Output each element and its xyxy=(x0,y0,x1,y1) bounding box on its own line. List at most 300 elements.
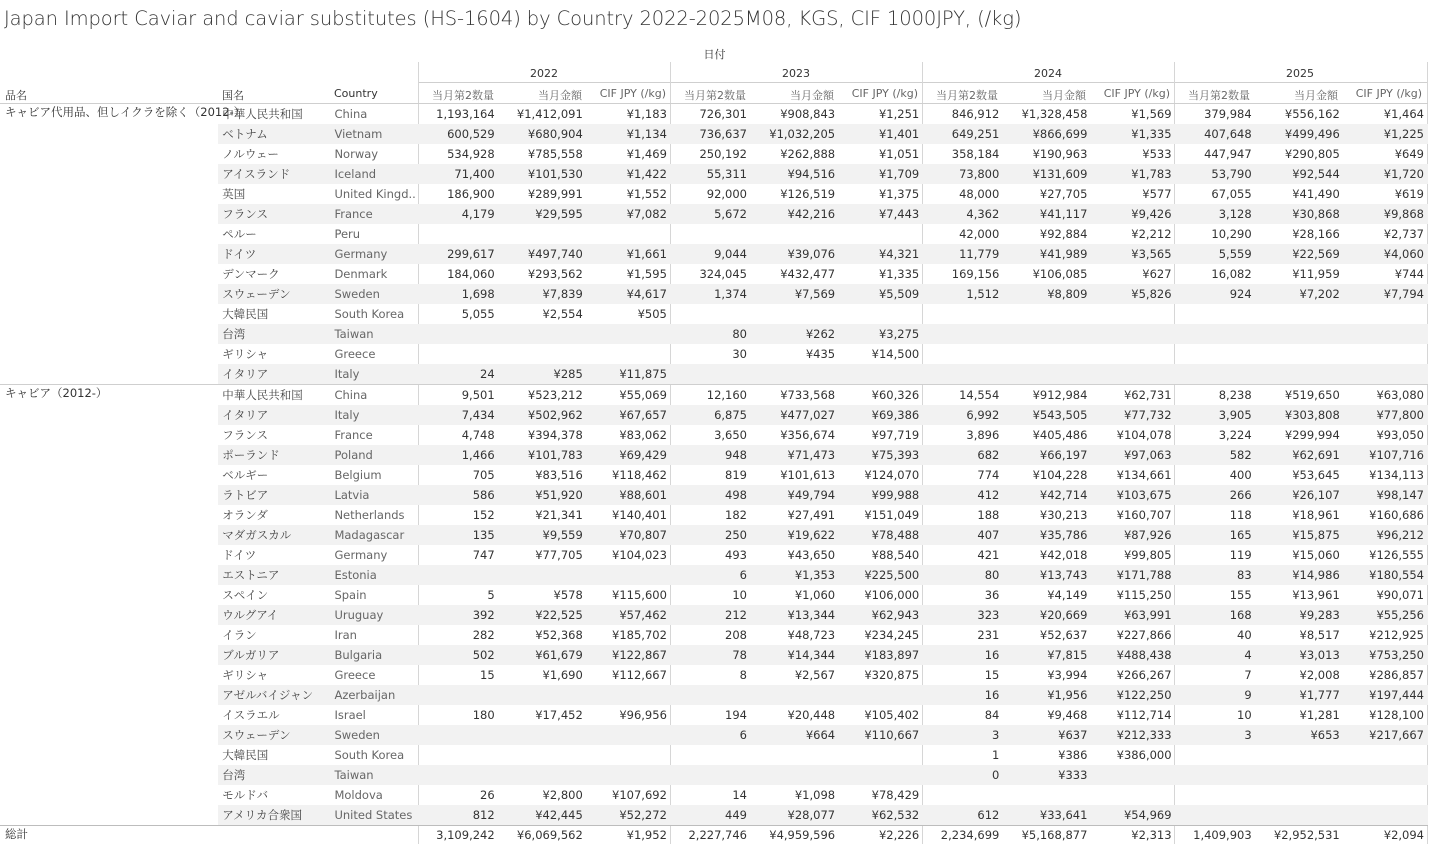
unit-price-cell xyxy=(1091,785,1175,805)
quantity-cell: 392 xyxy=(419,605,499,625)
unit-price-cell: ¥103,675 xyxy=(1091,485,1175,505)
unit-price-cell: ¥52,272 xyxy=(587,805,671,826)
country-en-cell: China xyxy=(330,104,418,125)
amount-cell: ¥62,691 xyxy=(1256,445,1344,465)
unit-price-cell: ¥115,250 xyxy=(1116,588,1172,602)
unit-price-cell: ¥67,657 xyxy=(587,405,671,425)
quantity-cell: 924 xyxy=(1176,284,1256,304)
measure-header: CIF JPY (/kg) xyxy=(1103,87,1170,100)
unit-price-cell: ¥134,113 xyxy=(1369,468,1424,482)
quantity-cell xyxy=(671,224,751,244)
quantity-cell xyxy=(419,765,499,785)
unit-price-cell: ¥744 xyxy=(1394,267,1424,281)
amount-cell: ¥52,637 xyxy=(1039,628,1088,642)
total-amount-cell: ¥2,952,531 xyxy=(1256,826,1344,844)
year-header-2022: 2022 xyxy=(530,67,558,80)
amount-cell xyxy=(751,224,839,244)
amount-cell: ¥33,641 xyxy=(1003,805,1091,826)
amount-cell: ¥502,962 xyxy=(499,405,587,425)
country-en-cell: Poland xyxy=(330,445,418,465)
country-en-cell: Germany xyxy=(334,548,388,562)
page-title: Japan Import Caviar and caviar substitutes (HS-1604) by Country 2022-2025M08, KGS, CIF 1000JPY, (/kg) xyxy=(4,7,1022,30)
country-jp-cell: スウェーデン xyxy=(218,725,330,745)
unit-price-cell: ¥60,326 xyxy=(839,385,923,406)
quantity-cell: 3,905 xyxy=(1176,405,1256,425)
quantity-cell: 600,529 xyxy=(419,124,499,144)
unit-price-cell xyxy=(839,745,923,765)
quantity-cell: 80 xyxy=(671,324,751,344)
country-en-cell: United States xyxy=(330,805,418,826)
amount-cell xyxy=(499,685,587,705)
unit-price-cell: ¥115,600 xyxy=(612,588,667,602)
country-jp-cell: 中華人民共和国 xyxy=(218,385,330,406)
unit-price-cell: ¥1,469 xyxy=(626,147,667,161)
unit-price-cell: ¥104,023 xyxy=(612,548,667,562)
quantity-cell: 1,466 xyxy=(419,445,499,465)
amount-cell: ¥41,490 xyxy=(1292,187,1340,201)
amount-cell xyxy=(499,765,587,785)
quantity-cell: 0 xyxy=(923,765,1003,785)
unit-price-cell: ¥63,080 xyxy=(1344,385,1428,406)
country-jp-cell: エストニア xyxy=(218,565,330,585)
quantity-cell: 421 xyxy=(977,548,1000,562)
amount-cell: ¥2,008 xyxy=(1299,668,1340,682)
amount-cell: ¥66,197 xyxy=(1003,445,1091,465)
amount-cell: ¥405,486 xyxy=(1032,428,1088,442)
unit-price-cell: ¥69,429 xyxy=(587,445,671,465)
unit-price-cell: ¥1,464 xyxy=(1344,104,1428,125)
quantity-cell: 165 xyxy=(1176,525,1256,545)
unit-price-cell xyxy=(1091,344,1175,364)
quantity-cell: 12,160 xyxy=(671,385,751,406)
quantity-cell xyxy=(419,224,499,244)
country-jp-cell: ベトナム xyxy=(218,124,330,144)
amount-cell: ¥290,805 xyxy=(1284,147,1340,161)
total-quantity-cell: 3,109,242 xyxy=(419,826,499,844)
country-jp-cell: フランス xyxy=(222,428,268,442)
amount-cell: ¥866,699 xyxy=(1003,124,1091,144)
amount-cell: ¥51,920 xyxy=(499,485,587,505)
quantity-cell: 6 xyxy=(671,565,751,585)
unit-price-cell: ¥55,069 xyxy=(587,385,671,406)
unit-price-cell: ¥62,731 xyxy=(1091,385,1175,406)
amount-cell: ¥53,645 xyxy=(1292,468,1340,482)
amount-cell: ¥13,344 xyxy=(751,605,839,625)
quantity-cell: 10 xyxy=(1237,708,1252,722)
country-jp-cell: スウェーデン xyxy=(218,284,330,304)
product-name-cell: キャビア（2012-） xyxy=(0,385,218,826)
unit-price-cell: ¥1,783 xyxy=(1091,164,1175,184)
amount-cell: ¥3,013 xyxy=(1256,645,1344,665)
quantity-cell: 16 xyxy=(923,685,1003,705)
quantity-cell: 15 xyxy=(480,668,495,682)
amount-cell xyxy=(1003,304,1091,324)
unit-price-cell xyxy=(1344,324,1428,344)
quantity-cell: 266 xyxy=(1176,485,1256,505)
quantity-cell: 7,434 xyxy=(419,405,499,425)
quantity-cell xyxy=(1176,324,1256,344)
unit-price-cell: ¥151,049 xyxy=(864,508,920,522)
quantity-cell: 282 xyxy=(472,628,495,642)
unit-price-cell: ¥160,707 xyxy=(1116,508,1172,522)
amount-cell: ¥293,562 xyxy=(527,267,583,281)
quantity-cell: 3,128 xyxy=(1176,204,1256,224)
unit-price-cell: ¥212,925 xyxy=(1369,628,1424,642)
amount-cell: ¥637 xyxy=(1003,725,1091,745)
quantity-cell: 184,060 xyxy=(447,267,495,281)
amount-cell: ¥42,714 xyxy=(1003,485,1091,505)
quantity-cell: 188 xyxy=(977,508,1000,522)
unit-price-cell: ¥11,875 xyxy=(587,364,671,385)
quantity-cell xyxy=(1176,805,1256,826)
unit-price-cell: ¥77,800 xyxy=(1344,405,1428,425)
quantity-cell: 3,650 xyxy=(714,428,747,442)
amount-cell: ¥94,516 xyxy=(751,164,839,184)
amount-cell: ¥42,216 xyxy=(751,204,839,224)
unit-price-cell xyxy=(1344,304,1428,324)
quantity-cell: 169,156 xyxy=(951,267,1000,281)
total-amount-cell: ¥5,168,877 xyxy=(1003,826,1091,844)
amount-cell: ¥83,516 xyxy=(535,468,583,482)
amount-cell: ¥131,609 xyxy=(1003,164,1091,184)
quantity-cell: 4,362 xyxy=(923,204,1003,224)
quantity-cell xyxy=(1176,304,1256,324)
unit-price-cell: ¥122,250 xyxy=(1091,685,1175,705)
amount-cell: ¥386 xyxy=(1058,748,1088,762)
unit-price-cell xyxy=(587,344,671,364)
amount-cell: ¥35,786 xyxy=(1003,525,1091,545)
total-unit-price-cell: ¥1,952 xyxy=(587,826,671,844)
unit-price-cell xyxy=(587,685,671,705)
country-jp-cell: イタリア xyxy=(218,405,330,425)
quantity-cell: 493 xyxy=(725,548,747,562)
quantity-cell: 502 xyxy=(419,645,499,665)
unit-price-cell: ¥4,321 xyxy=(839,244,923,264)
amount-cell: ¥101,613 xyxy=(780,468,836,482)
country-jp-cell: ウルグアイ xyxy=(218,605,330,625)
quantity-cell: 447,947 xyxy=(1204,147,1252,161)
unit-price-cell: ¥266,267 xyxy=(1116,668,1172,682)
amount-cell: ¥28,166 xyxy=(1292,227,1340,241)
amount-cell: ¥4,149 xyxy=(1047,588,1088,602)
country-en-cell: Israel xyxy=(334,708,366,722)
amount-cell: ¥101,783 xyxy=(499,445,587,465)
amount-cell: ¥1,956 xyxy=(1003,685,1091,705)
country-en-cell: South Korea xyxy=(334,307,405,321)
amount-cell: ¥912,984 xyxy=(1003,385,1091,406)
country-jp-cell: イスラエル xyxy=(222,708,280,722)
quantity-cell: 10,290 xyxy=(1211,227,1252,241)
quantity-cell xyxy=(1176,344,1256,364)
amount-cell: ¥14,344 xyxy=(751,645,839,665)
quantity-cell: 11,779 xyxy=(923,244,1003,264)
unit-price-cell: ¥505 xyxy=(637,307,667,321)
quantity-cell: 948 xyxy=(671,445,751,465)
amount-cell: ¥3,994 xyxy=(1047,668,1088,682)
country-jp-cell: ノルウェー xyxy=(222,147,279,161)
unit-price-cell: ¥7,082 xyxy=(587,204,671,224)
amount-cell: ¥653 xyxy=(1256,725,1344,745)
unit-price-cell: ¥110,667 xyxy=(839,725,923,745)
quantity-cell: 1,698 xyxy=(419,284,499,304)
quantity-cell: 682 xyxy=(923,445,1003,465)
amount-cell: ¥523,212 xyxy=(499,385,587,406)
measure-header: 当月金額 xyxy=(1042,89,1086,102)
unit-price-cell: ¥1,051 xyxy=(878,147,920,161)
unit-price-cell: ¥98,147 xyxy=(1344,485,1428,505)
measure-header: CIF JPY (/kg) xyxy=(1355,87,1422,100)
unit-price-cell xyxy=(839,224,923,244)
total-label: 総計 xyxy=(0,826,218,844)
amount-cell: ¥29,595 xyxy=(499,204,587,224)
quantity-cell: 649,251 xyxy=(923,124,1003,144)
quantity-cell: 379,984 xyxy=(1176,104,1256,125)
unit-price-cell: ¥649 xyxy=(1394,147,1424,161)
total-quantity-cell: 2,227,746 xyxy=(671,826,751,844)
amount-cell: ¥1,281 xyxy=(1299,708,1340,722)
quantity-cell xyxy=(671,765,751,785)
amount-cell: ¥13,961 xyxy=(1292,588,1340,602)
total-amount-cell: ¥6,069,562 xyxy=(499,826,587,844)
measure-header: 当月第2数量 xyxy=(1188,89,1250,102)
unit-price-cell: ¥5,509 xyxy=(839,284,923,304)
quantity-cell xyxy=(923,785,1003,805)
quantity-cell: 774 xyxy=(977,468,1000,482)
amount-cell: ¥49,794 xyxy=(751,485,839,505)
unit-price-cell: ¥1,335 xyxy=(878,267,920,281)
unit-price-cell: ¥62,943 xyxy=(839,605,923,625)
amount-cell: ¥39,076 xyxy=(751,244,839,264)
amount-cell: ¥27,705 xyxy=(1039,187,1088,201)
unit-price-cell: ¥104,078 xyxy=(1116,428,1172,442)
unit-price-cell: ¥286,857 xyxy=(1369,668,1424,682)
amount-cell xyxy=(499,324,587,344)
country-jp-cell: ギリシャ xyxy=(222,668,269,682)
unit-price-cell: ¥753,250 xyxy=(1344,645,1428,665)
amount-cell: ¥22,525 xyxy=(499,605,587,625)
amount-cell xyxy=(499,725,587,745)
unit-price-cell xyxy=(587,745,671,765)
unit-price-cell: ¥1,720 xyxy=(1344,164,1428,184)
quantity-cell: 6 xyxy=(671,725,751,745)
amount-cell: ¥9,559 xyxy=(499,525,587,545)
quantity-cell: 67,055 xyxy=(1211,187,1252,201)
unit-price-cell: ¥1,375 xyxy=(878,187,920,201)
quantity-cell: 30 xyxy=(732,347,747,361)
unit-price-cell xyxy=(839,304,923,324)
quantity-cell: 8,238 xyxy=(1176,385,1256,406)
quantity-cell: 449 xyxy=(671,805,751,826)
unit-price-cell: ¥212,333 xyxy=(1091,725,1175,745)
amount-cell: ¥680,904 xyxy=(499,124,587,144)
country-jp-cell: ギリシャ xyxy=(222,347,269,361)
amount-cell: ¥285 xyxy=(499,364,587,385)
unit-price-cell: ¥54,969 xyxy=(1091,805,1175,826)
unit-price-cell: ¥183,897 xyxy=(839,645,923,665)
unit-price-cell xyxy=(587,765,671,785)
country-en-column-header: Country xyxy=(334,87,378,100)
unit-price-cell: ¥533 xyxy=(1142,147,1172,161)
quantity-cell xyxy=(923,344,1003,364)
unit-price-cell: ¥171,788 xyxy=(1091,565,1175,585)
unit-price-cell: ¥7,443 xyxy=(839,204,923,224)
amount-cell: ¥578 xyxy=(553,588,583,602)
amount-cell: ¥20,448 xyxy=(787,708,836,722)
unit-price-cell: ¥96,212 xyxy=(1344,525,1428,545)
unit-price-cell: ¥1,183 xyxy=(587,104,671,125)
unit-price-cell: ¥1,134 xyxy=(587,124,671,144)
amount-cell: ¥106,085 xyxy=(1032,267,1088,281)
quantity-cell: 250 xyxy=(671,525,751,545)
amount-cell: ¥92,884 xyxy=(1039,227,1088,241)
country-en-cell: Azerbaijan xyxy=(330,685,418,705)
unit-price-cell: ¥197,444 xyxy=(1344,685,1428,705)
amount-cell xyxy=(1256,344,1344,364)
country-en-cell: Taiwan xyxy=(330,765,418,785)
unit-price-cell xyxy=(587,224,671,244)
country-jp-cell: ラトビア xyxy=(218,485,330,505)
unit-price-cell: ¥75,393 xyxy=(839,445,923,465)
quantity-cell: 36 xyxy=(984,588,1000,602)
amount-cell: ¥499,496 xyxy=(1256,124,1344,144)
unit-price-cell: ¥1,422 xyxy=(587,164,671,184)
amount-cell: ¥262,888 xyxy=(780,147,836,161)
quantity-cell: 3 xyxy=(1176,725,1256,745)
year-divider xyxy=(418,82,1428,83)
quantity-cell: 582 xyxy=(1176,445,1256,465)
amount-cell: ¥543,505 xyxy=(1003,405,1091,425)
empty-cell xyxy=(218,826,330,844)
amount-cell: ¥41,989 xyxy=(1003,244,1091,264)
quantity-cell xyxy=(419,344,499,364)
measure-header: 当月第2数量 xyxy=(684,89,746,102)
amount-cell: ¥41,117 xyxy=(1003,204,1091,224)
amount-cell: ¥7,202 xyxy=(1256,284,1344,304)
unit-price-cell: ¥9,868 xyxy=(1344,204,1428,224)
country-en-cell: United Kingd.. xyxy=(334,187,416,201)
amount-cell: ¥289,991 xyxy=(527,187,583,201)
amount-cell: ¥190,963 xyxy=(1032,147,1088,161)
quantity-cell: 208 xyxy=(725,628,747,642)
country-jp-cell: スペイン xyxy=(222,588,269,602)
country-en-cell: Moldova xyxy=(334,788,383,802)
country-en-cell: Bulgaria xyxy=(330,645,418,665)
table-row xyxy=(0,104,1428,125)
quantity-cell: 5,672 xyxy=(671,204,751,224)
amount-cell: ¥556,162 xyxy=(1256,104,1344,125)
amount-cell: ¥9,468 xyxy=(1047,708,1088,722)
measure-header: 当月第2数量 xyxy=(936,89,998,102)
quantity-cell: 5 xyxy=(487,588,495,602)
country-en-cell: Iceland xyxy=(330,164,418,184)
amount-cell xyxy=(1003,364,1091,385)
country-en-cell: Italy xyxy=(330,364,418,385)
amount-cell: ¥30,213 xyxy=(1039,508,1088,522)
amount-cell xyxy=(1003,344,1091,364)
country-en-cell: France xyxy=(330,204,418,224)
amount-cell: ¥43,650 xyxy=(787,548,836,562)
amount-cell: ¥11,959 xyxy=(1292,267,1340,281)
unit-price-cell: ¥1,661 xyxy=(587,244,671,264)
quantity-cell: 10 xyxy=(732,588,747,602)
amount-cell xyxy=(1256,364,1344,385)
quantity-cell: 846,912 xyxy=(923,104,1003,125)
unit-price-cell: ¥1,335 xyxy=(1091,124,1175,144)
amount-cell: ¥435 xyxy=(805,347,836,361)
quantity-cell: 78 xyxy=(671,645,751,665)
amount-cell: ¥7,569 xyxy=(751,284,839,304)
quantity-cell: 747 xyxy=(472,548,495,562)
quantity-cell: 705 xyxy=(472,468,495,482)
amount-cell xyxy=(1256,805,1344,826)
amount-cell: ¥17,452 xyxy=(535,708,583,722)
amount-cell: ¥8,517 xyxy=(1299,628,1340,642)
amount-cell: ¥52,368 xyxy=(535,628,583,642)
quantity-cell: 1,193,164 xyxy=(419,104,499,125)
amount-cell xyxy=(751,685,839,705)
quantity-cell: 1,374 xyxy=(671,284,751,304)
quantity-cell: 83 xyxy=(1176,565,1256,585)
country-en-cell: France xyxy=(334,428,373,442)
country-en-cell: Italy xyxy=(330,405,418,425)
amount-cell xyxy=(751,364,839,385)
amount-cell: ¥477,027 xyxy=(751,405,839,425)
quantity-cell: 299,617 xyxy=(419,244,499,264)
amount-cell: ¥664 xyxy=(751,725,839,745)
unit-price-cell: ¥1,569 xyxy=(1091,104,1175,125)
quantity-cell: 3 xyxy=(923,725,1003,745)
quantity-cell: 135 xyxy=(419,525,499,545)
amount-cell xyxy=(499,224,587,244)
amount-cell: ¥1,690 xyxy=(542,668,583,682)
country-en-cell: Estonia xyxy=(330,565,418,585)
unit-price-cell: ¥1,709 xyxy=(839,164,923,184)
measure-header: 当月金額 xyxy=(1294,89,1338,102)
amount-cell: ¥92,544 xyxy=(1256,164,1344,184)
quantity-cell xyxy=(1176,745,1256,765)
quantity-cell: 118 xyxy=(1229,508,1252,522)
amount-cell: ¥42,018 xyxy=(1039,548,1088,562)
amount-cell: ¥785,558 xyxy=(527,147,583,161)
quantity-cell xyxy=(671,364,751,385)
country-en-cell: Denmark xyxy=(334,267,388,281)
unit-price-cell: ¥160,686 xyxy=(1369,508,1424,522)
amount-cell: ¥26,107 xyxy=(1256,485,1344,505)
amount-cell: ¥126,519 xyxy=(780,187,836,201)
unit-price-cell: ¥1,225 xyxy=(1344,124,1428,144)
amount-cell: ¥2,554 xyxy=(542,307,583,321)
unit-price-cell: ¥225,500 xyxy=(839,565,923,585)
amount-cell: ¥13,743 xyxy=(1003,565,1091,585)
amount-cell: ¥262 xyxy=(751,324,839,344)
quantity-cell: 612 xyxy=(923,805,1003,826)
quantity-cell xyxy=(419,685,499,705)
country-jp-cell: 台湾 xyxy=(218,765,330,785)
country-en-cell: Sweden xyxy=(330,284,418,304)
quantity-cell: 400 xyxy=(1229,468,1252,482)
country-en-cell: Uruguay xyxy=(330,605,418,625)
country-en-cell: Greece xyxy=(334,347,376,361)
amount-cell xyxy=(1003,785,1091,805)
quantity-cell: 9 xyxy=(1176,685,1256,705)
amount-cell: ¥908,843 xyxy=(751,104,839,125)
unit-price-cell: ¥99,805 xyxy=(1123,548,1172,562)
country-en-cell: Madagascar xyxy=(330,525,418,545)
unit-price-cell: ¥97,719 xyxy=(871,428,920,442)
quantity-cell: 55,311 xyxy=(671,164,751,184)
unit-price-cell: ¥217,667 xyxy=(1344,725,1428,745)
amount-cell: ¥61,679 xyxy=(499,645,587,665)
